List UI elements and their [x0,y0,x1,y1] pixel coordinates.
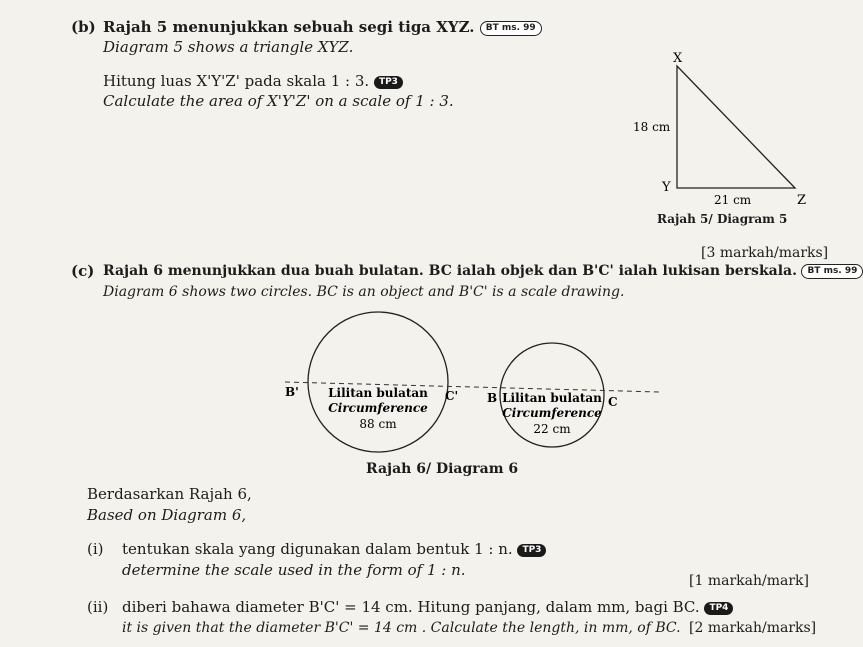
tp4-badge: TP4 [704,602,733,615]
side-yz-length: 21 cm [714,193,752,207]
part-c-malay-line1 [103,263,863,279]
based-on-malay: Berdasarkan Rajah 6, [87,485,252,503]
bt-ms-badge-c: BT ms. 99 [801,264,863,279]
part-b-english-line1: Diagram 5 shows a triangle XYZ. [103,38,354,56]
part-b-malay-line2 [103,72,403,90]
big-circle [308,312,448,452]
diagram5-triangle [610,48,810,233]
q-ii-malay-text: diberi bahawa diameter B'C' = 14 cm. Hitung panjang, dalam mm, bagi BC. [122,598,700,616]
part-b-malay-text2: Hitung luas X'Y'Z' pada skala 1 : 3. [103,72,370,90]
triangle-xyz [677,66,795,188]
bt-ms-badge: BT ms. 99 [480,21,542,36]
part-b-label: (b) [71,18,96,36]
part-b-malay-line1 [103,18,542,36]
tp3-badge: TP3 [374,76,403,89]
part-c-english-line1: Diagram 6 shows two circles. BC is an object and B'C' is a scale drawing. [103,284,625,300]
part-b-marks: [3 markah/marks] [701,245,829,261]
q-ii-label: (ii) [87,598,109,616]
point-c: C [608,395,618,409]
tp3-badge-i: TP3 [517,544,546,557]
q-i-malay-text: tentukan skala yang digunakan dalam bentuk 1 : n. [122,540,513,558]
side-xy-length: 18 cm [633,120,671,134]
part-b-malay-text: Rajah 5 menunjukkan sebuah segi tiga XYZ. [103,18,475,36]
q-ii-english: it is given that the diameter B'C' = 14 cm . Calculate the length, in mm, of BC. [122,620,681,636]
q-ii-malay-line [122,598,733,616]
point-c-prime: C' [445,389,459,403]
diagram5-caption: Rajah 5/ Diagram 5 [657,212,788,226]
big-circle-text3: 88 cm [359,417,397,431]
part-b-english-line2: Calculate the area of X'Y'Z' on a scale of 1 : 3. [103,92,454,110]
q-i-english: determine the scale used in the form of 1 : n. [122,561,466,579]
point-b: B [487,391,498,405]
diagram6-circles [275,310,665,460]
vertex-x-label: X [673,51,683,66]
q-i-malay-line [122,540,546,558]
q-i-marks: [1 markah/mark] [689,573,809,589]
diagram6-caption: Rajah 6/ Diagram 6 [366,461,519,477]
small-circle-text2: Circumference [502,406,602,420]
based-on-english: Based on Diagram 6, [87,506,247,524]
vertex-y-label: Y [662,180,671,195]
small-circle-text1: Lilitan bulatan [502,391,602,405]
small-circle-text3: 22 cm [533,422,571,436]
q-i-label: (i) [87,540,104,558]
point-b-prime: B' [285,385,299,399]
big-circle-text2: Circumference [328,401,428,415]
part-c-label: (c) [71,262,95,280]
vertex-z-label: Z [797,193,807,208]
big-circle-text1: Lilitan bulatan [328,386,428,400]
q-ii-marks: [2 markah/marks] [689,620,817,636]
part-c-malay-text: Rajah 6 menunjukkan dua buah bulatan. BC ialah objek dan B'C' ialah lukisan berskala. [103,263,797,279]
